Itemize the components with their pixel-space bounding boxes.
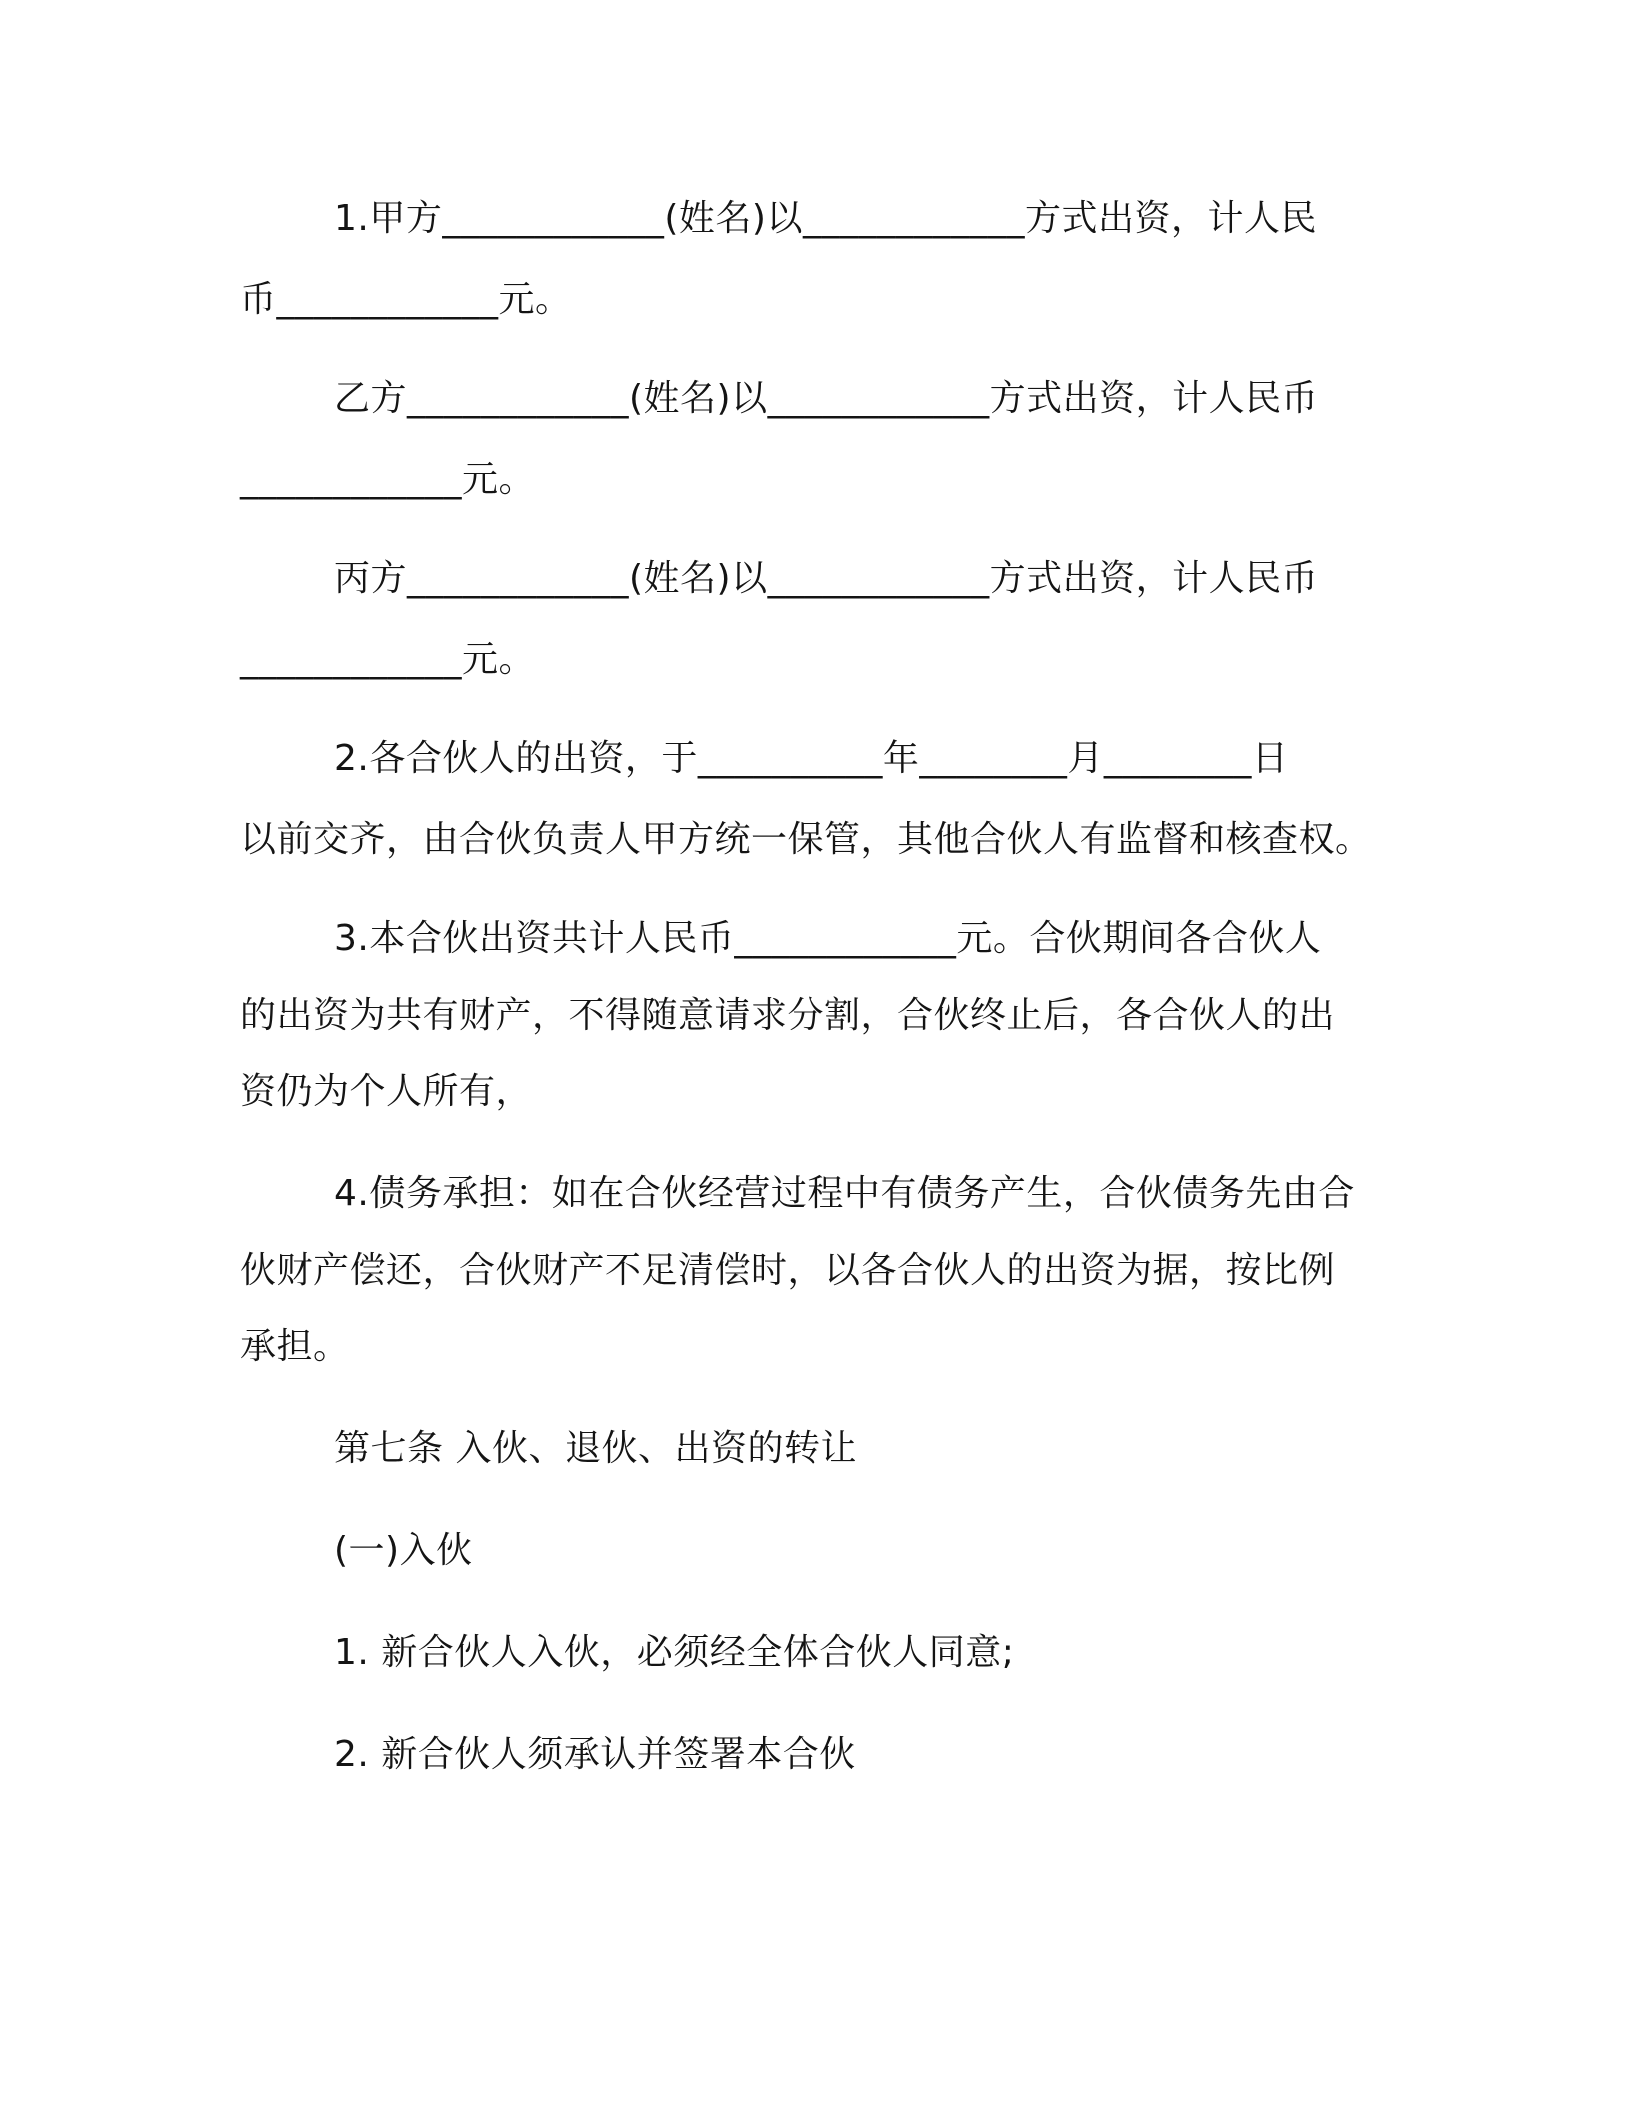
text-line: 3.本合伙出资共计人民币____________元。合伙期间各合伙人 [334, 918, 1322, 959]
text-line: 丙方____________(姓名)以____________方式出资，计人民币 [334, 558, 1319, 599]
text-line: 的出资为共有财产，不得随意请求分割，合伙终止后，各合伙人的出 [240, 995, 1336, 1036]
text-line: 币____________元。 [240, 279, 572, 320]
text-line: 4.债务承担：如在合伙经营过程中有债务产生，合伙债务先由合 [334, 1173, 1355, 1214]
text-line: 资仍为个人所有， [240, 1071, 533, 1112]
text-line: ____________元。 [240, 459, 536, 500]
text-line: 以前交齐，由合伙负责人甲方统一保管，其他合伙人有监督和核查权。 [240, 819, 1372, 860]
subsection-heading: (一)入伙 [334, 1530, 473, 1571]
text-line: 1. 新合伙人入伙，必须经全体合伙人同意; [334, 1632, 1015, 1673]
text-line: 2.各合伙人的出资，于__________年________月________日 [334, 738, 1289, 779]
text-line: 2. 新合伙人须承认并签署本合伙 [334, 1734, 856, 1775]
text-line: 伙财产偿还，合伙财产不足清偿时，以各合伙人的出资为据，按比例 [240, 1250, 1336, 1291]
text-line: 承担。 [240, 1326, 350, 1367]
text-line: ____________元。 [240, 639, 536, 680]
text-line: 乙方____________(姓名)以____________方式出资，计人民币 [334, 378, 1319, 419]
section-heading: 第七条 入伙、退伙、出资的转让 [334, 1428, 857, 1469]
text-line: 1.甲方____________(姓名)以____________方式出资，计人民 [334, 198, 1317, 239]
